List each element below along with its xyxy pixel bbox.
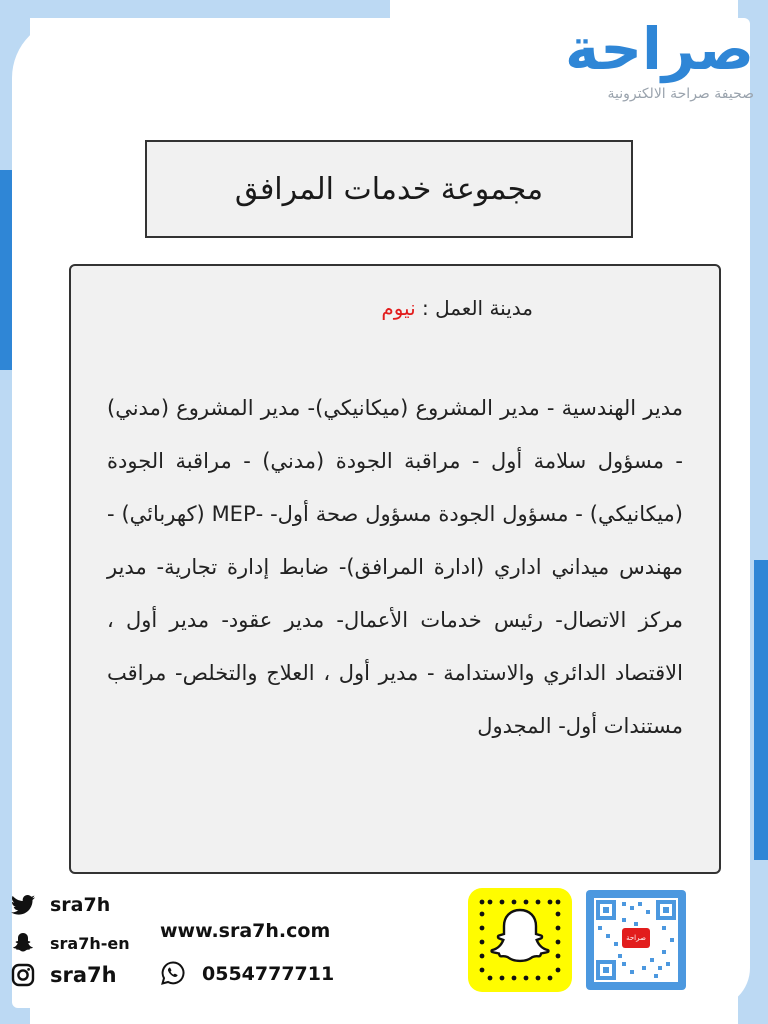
qr-logo-badge: صراحة — [622, 928, 650, 948]
snapchat-handle-text: sra7h-en — [50, 933, 130, 953]
background-right-accent — [754, 560, 768, 860]
background-top-strip — [30, 0, 390, 18]
website-link[interactable]: www.sra7h.com — [160, 920, 331, 942]
sra7h-logo — [554, 14, 754, 124]
page-title: مجموعة خدمات المرافق — [234, 171, 544, 207]
qr-code[interactable] — [586, 890, 686, 990]
twitter-handle-text: sra7h — [50, 894, 111, 916]
snapchat-handle[interactable] — [10, 930, 130, 956]
work-city-value: نيوم — [381, 296, 416, 320]
logo-tagline: صحيفة صراحة الالكترونية — [607, 86, 754, 102]
instagram-icon — [10, 962, 36, 988]
snapchat-icon — [10, 930, 36, 956]
jobs-content-box — [69, 264, 721, 874]
instagram-handle[interactable] — [10, 962, 117, 988]
whatsapp-phone[interactable] — [160, 960, 334, 988]
job-titles-text: مدير الهندسية - مدير المشروع (ميكانيكي)- مدير المشروع (مدني) - مسؤول سلامة أول - مراقبة الجودة (مدني) - مراقبة الجودة (ميكانيكي) - مسؤول الجودة مسؤول صحة أول- -MEP (كهربائي) - مهندس ميداني اداري (ادارة المرافق)- ضابط إدارة تجارية- مدير مركز الاتصال- رئيس خدمات الأعمال- مدير عقود- مدير أول ، الاقتصاد الدائري والاستدامة - مدير أول ، العلاج والتخلص- مراقب مستندات أول- المجدول — [107, 396, 684, 738]
instagram-handle-text: sra7h — [50, 963, 117, 987]
logo-word: صراحة — [565, 15, 754, 83]
snapcode[interactable] — [468, 888, 572, 992]
title-box — [145, 140, 633, 238]
work-city-label: مدينة العمل : — [422, 296, 533, 320]
phone-number: 0554777711 — [202, 963, 335, 985]
twitter-icon — [10, 892, 36, 918]
work-city-line — [107, 296, 533, 320]
twitter-handle[interactable] — [10, 892, 110, 918]
whatsapp-icon — [160, 960, 188, 988]
